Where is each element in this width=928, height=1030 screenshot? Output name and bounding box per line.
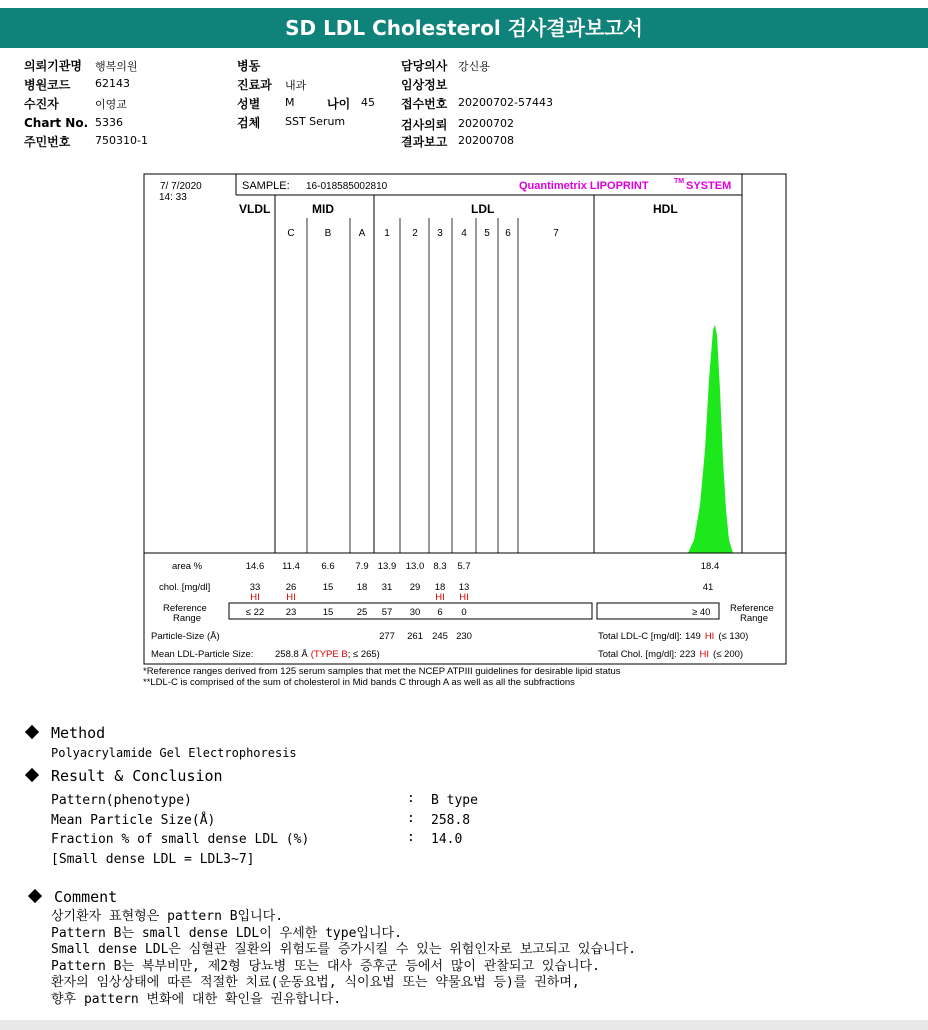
band-label-1: 1 (384, 228, 390, 239)
sample-label: SAMPLE: (242, 180, 290, 192)
info-label-age: 나이 (327, 97, 351, 111)
particle-size-value: 277 (379, 631, 395, 642)
band-label-6: 6 (505, 228, 511, 239)
comment-line: Pattern B는 복부비만, 제2형 당뇨병 또는 대사 증후군 등에서 많이 관찰되고 있습니다. (51, 959, 600, 974)
comment-line: Pattern B는 small dense LDL이 우세한 type입니다. (51, 926, 402, 941)
group-separators (275, 195, 594, 553)
comment-line: 환자의 임상상태에 따른 적절한 치료(운동요법, 식이요법 또는 약물요법 등)를 권하며, (51, 975, 580, 990)
type-tail: ; ≤ 265) (347, 649, 380, 660)
total-chol-value: 223 (679, 649, 696, 660)
area-value: 7.9 (355, 561, 369, 572)
hdl-chol: 41 (702, 582, 714, 593)
chol-value: 15 (322, 582, 334, 593)
ref-value: 0 (461, 607, 467, 618)
result-sep-pattern: : (407, 791, 415, 806)
comment-bullet-icon (28, 889, 42, 903)
group-label-vldl: VLDL (239, 202, 271, 216)
info-label-chart-no: Chart No. (24, 116, 89, 130)
band-separators (307, 218, 518, 553)
chart-date: 7/ 7/2020 (160, 181, 202, 192)
info-value-resident-no: 750310-1 (95, 134, 148, 147)
particle-size-value: 261 (407, 631, 423, 642)
method-text: Polyacrylamide Gel Electrophoresis (51, 746, 297, 760)
chol-flag: HI (459, 592, 469, 603)
total-chol-limit: (≤ 200) (713, 649, 744, 660)
info-label-sex: 성별 (237, 97, 261, 111)
info-label-specimen: 검체 (237, 116, 261, 130)
mean-size-value: 258.8 Å (275, 649, 308, 660)
hdl-area: 18.4 (700, 561, 720, 572)
area-value: 14.6 (245, 561, 265, 572)
ref-value: 25 (356, 607, 368, 618)
result-label-mean-size: Mean Particle Size(Å) (51, 813, 216, 828)
ref-value: 15 (322, 607, 334, 618)
total-chol-label: Total Chol. [mg/dl]: (598, 649, 677, 660)
area-value: 11.4 (282, 561, 300, 572)
area-value: 8.3 (433, 561, 447, 572)
bottom-bar (0, 1020, 928, 1030)
area-value: 6.6 (321, 561, 335, 572)
info-value-receipt-no: 20200702-57443 (458, 96, 553, 109)
info-label-institution: 의뢰기관명 (24, 59, 82, 73)
info-label-ward: 병동 (237, 59, 261, 73)
info-value-report-date: 20200708 (458, 134, 514, 147)
band-label-4: 4 (461, 228, 467, 239)
chol-value: 13 (458, 582, 470, 593)
chol-value: 18 (356, 582, 368, 593)
hdl-peak (688, 325, 733, 553)
total-chol-flag: HI (699, 649, 710, 660)
brand-tm: TM (674, 178, 685, 185)
ref-row (246, 607, 467, 618)
area-value: 13.9 (377, 561, 397, 572)
ref-label-right-2: Range (740, 613, 768, 624)
mean-size-line (275, 649, 380, 660)
sample-id: 16-018585002810 (306, 181, 388, 192)
type-label: (TYPE B (310, 649, 348, 660)
chol-flag-row (250, 592, 469, 603)
band-labels (287, 228, 559, 239)
group-label-hdl: HDL (653, 202, 678, 216)
comment-line: Small dense LDL은 심혈관 질환의 위험도를 증가시킬 수 있는 위험인자로 보고되고 있습니다. (51, 942, 636, 957)
info-value-institution: 행복의원 (95, 60, 138, 73)
row-label-area: area % (172, 561, 203, 572)
info-value-age: 45 (361, 96, 375, 109)
band-label-b: B (324, 228, 332, 239)
chol-value: 33 (249, 582, 261, 593)
chol-flag: HI (250, 592, 260, 603)
total-ldl-label: Total LDL-C [mg/dl]: (598, 631, 682, 642)
band-label-5: 5 (484, 228, 490, 239)
row-label-chol: chol. [mg/dl] (159, 582, 211, 593)
chart-time: 14: 33 (159, 192, 187, 203)
hdl-ref: ≥ 40 (692, 607, 711, 618)
info-label-request-date: 검사의뢰 (401, 118, 448, 132)
total-ldl-flag: HI (704, 631, 715, 642)
area-value: 5.7 (457, 561, 471, 572)
ref-value: 23 (285, 607, 297, 618)
row-label-ref-1: Reference (163, 603, 207, 614)
info-value-sex: M (285, 96, 295, 109)
particle-size-value: 245 (432, 631, 448, 642)
row-label-ref-2: Range (173, 613, 201, 624)
band-label-a: A (358, 228, 366, 239)
chol-value: 29 (409, 582, 421, 593)
info-value-department: 내과 (285, 79, 307, 92)
result-label-fraction: Fraction % of small dense LDL (%) (51, 832, 310, 847)
brand-system: SYSTEM (686, 180, 732, 192)
result-value-pattern: B type (431, 793, 478, 808)
ref-value: 57 (381, 607, 393, 618)
info-label-resident-no: 주민번호 (24, 135, 71, 149)
info-value-request-date: 20200702 (458, 117, 514, 130)
comment-line: 향후 pattern 변화에 대한 확인을 권유합니다. (51, 992, 342, 1007)
row-label-particle-size: Particle-Size (Å) (151, 631, 220, 642)
band-label-2: 2 (412, 228, 418, 239)
info-label-patient: 수진자 (24, 97, 59, 111)
total-ldl-value: 149 (684, 631, 701, 642)
particle-size-value: 230 (456, 631, 472, 642)
method-bullet-icon (25, 725, 39, 739)
ref-value: 6 (437, 607, 443, 618)
group-label-ldl: LDL (471, 202, 495, 216)
chol-flag: HI (286, 592, 296, 603)
row-labels (151, 561, 253, 660)
comment-heading: Comment (54, 888, 118, 906)
result-note: [Small dense LDL = LDL3~7] (51, 852, 255, 867)
info-label-department: 진료과 (237, 78, 272, 92)
group-label-mid: MID (312, 202, 334, 216)
row-label-mean: Mean LDL-Particle Size: (151, 649, 254, 660)
particle-size-row (379, 631, 472, 642)
result-value-mean-size: 258.8 (431, 813, 471, 828)
ref-value: ≤ 22 (245, 607, 265, 618)
method-heading: Method (51, 724, 106, 742)
info-value-patient: 이영교 (95, 98, 127, 111)
chol-value: 18 (434, 582, 446, 593)
ref-value: 30 (409, 607, 421, 618)
ref-label-right-1: Reference (730, 603, 774, 614)
band-label-7: 7 (553, 228, 559, 239)
result-heading: Result & Conclusion (51, 767, 223, 785)
total-ldl-limit: (≤ 130) (718, 631, 749, 642)
result-sep-fraction: : (407, 830, 415, 845)
total-chol-line (598, 649, 743, 660)
result-sep-mean-size: : (407, 811, 415, 826)
info-label-doctor: 담당의사 (401, 59, 448, 73)
result-label-pattern: Pattern(phenotype) (51, 793, 192, 808)
info-value-doctor: 강신용 (458, 60, 490, 73)
info-label-report-date: 결과보고 (401, 135, 448, 149)
total-ldl-line (598, 631, 748, 642)
chol-value: 26 (285, 582, 297, 593)
info-label-receipt-no: 접수번호 (401, 97, 448, 111)
report-title: SD LDL Cholesterol 검사결과보고서 (0, 8, 928, 48)
info-value-specimen: SST Serum (285, 115, 346, 128)
band-label-c: C (287, 228, 295, 239)
area-row (246, 561, 471, 572)
brand-name: Quantimetrix LIPOPRINT (519, 180, 649, 192)
chol-value: 31 (381, 582, 393, 593)
result-value-fraction: 14.0 (431, 832, 463, 847)
info-value-chart-no: 5336 (95, 116, 123, 129)
info-value-hospital-code: 62143 (95, 77, 130, 90)
chol-flag: HI (435, 592, 445, 603)
band-label-3: 3 (437, 228, 443, 239)
comment-line: 상기환자 표현형은 pattern B입니다. (51, 909, 284, 924)
area-value: 13.0 (405, 561, 425, 572)
info-label-hospital-code: 병원코드 (24, 78, 71, 92)
result-bullet-icon (25, 768, 39, 782)
info-label-clinical-info: 임상정보 (401, 78, 448, 92)
footnote-2: **LDL-C is comprised of the sum of cholesterol in Mid bands C through A as well as all the subfractions (143, 677, 575, 688)
footnote-1: *Reference ranges derived from 125 serum samples that met the NCEP ATPIII guidelines for desirable lipid status (143, 666, 621, 677)
